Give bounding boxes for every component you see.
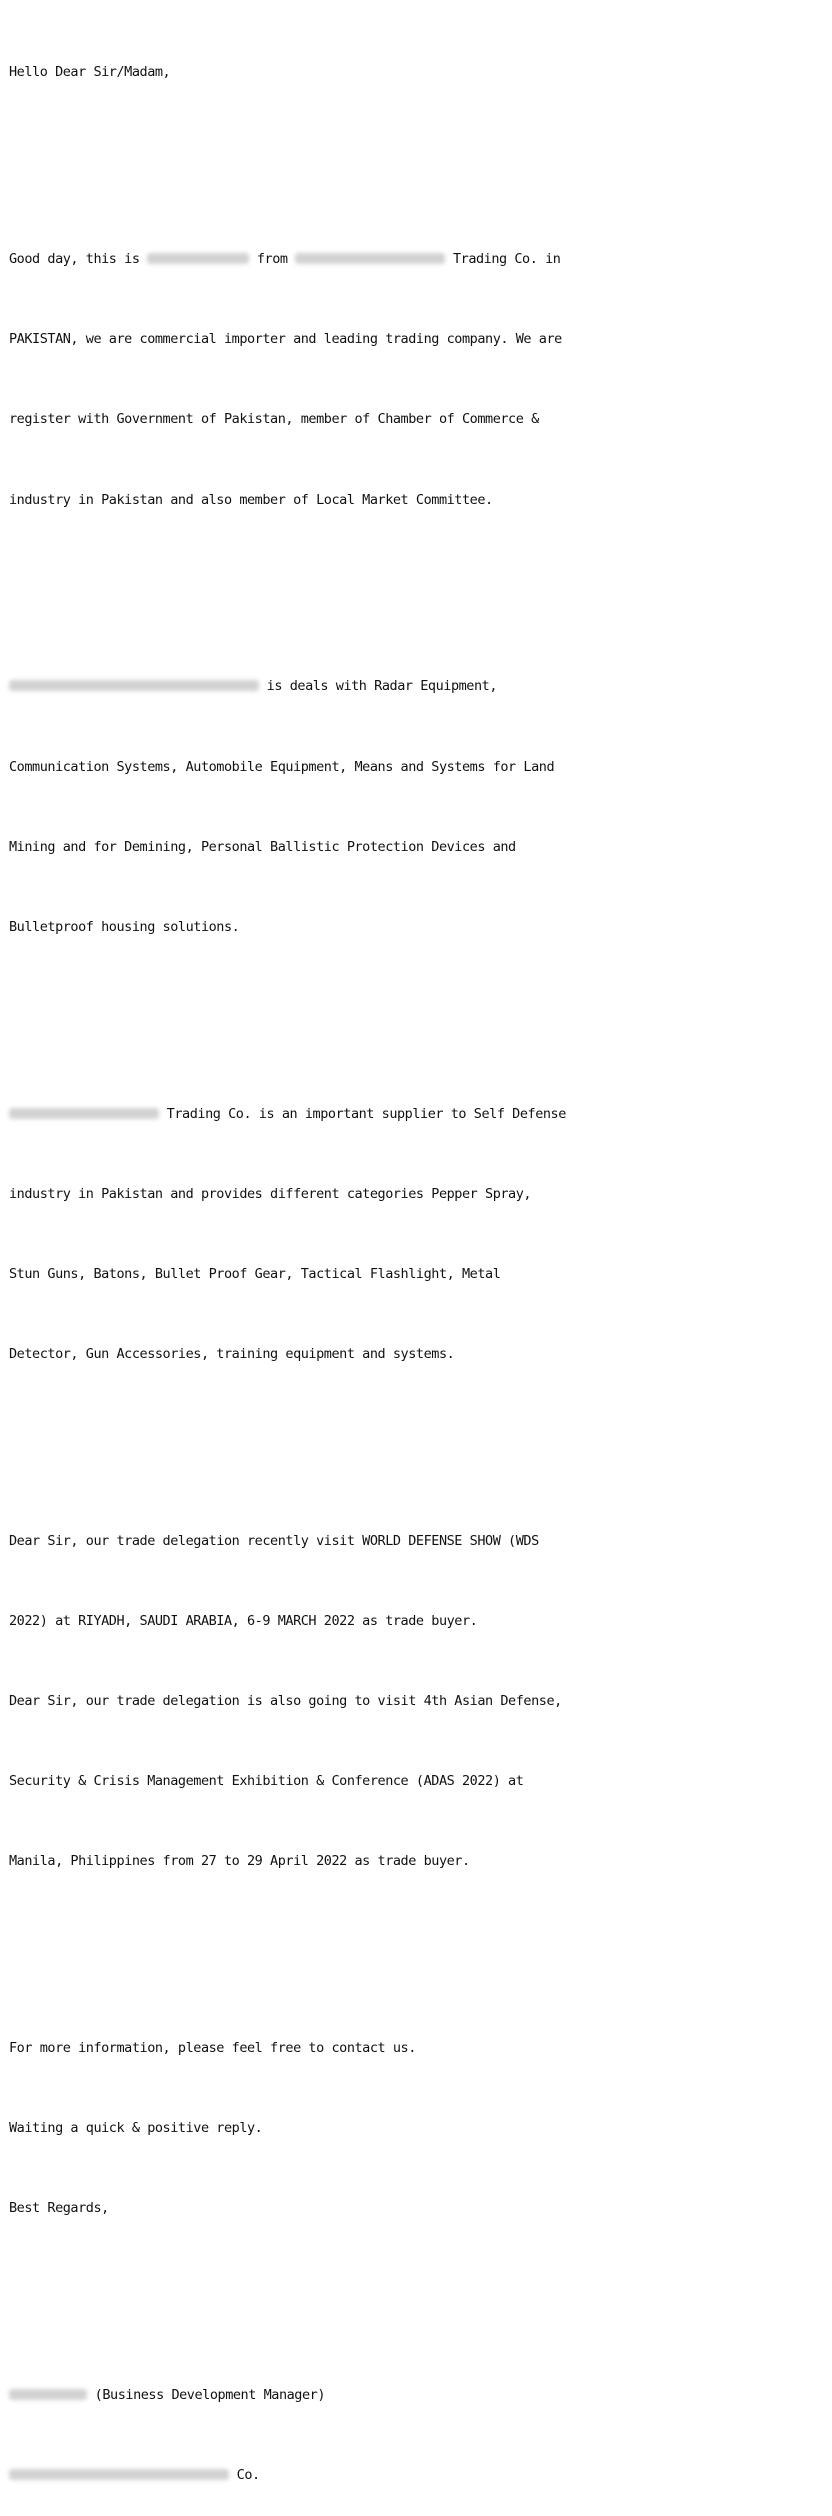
- closing-line-3: [9, 2195, 824, 2222]
- redacted-company-full-name: [9, 680, 259, 691]
- signature-line-1: [9, 2382, 824, 2409]
- para4-text-l5: Manila, Philippines from 27 to 29 April 2022 as trade buyer.: [9, 1853, 470, 1870]
- para2-line-3: [9, 834, 824, 861]
- para2-text-l1: is deals with Radar Equipment,: [259, 678, 498, 695]
- para4-text-l2: 2022) at RIYADH, SAUDI ARABIA, 6-9 MARCH 2022 as trade buyer.: [9, 1612, 478, 1629]
- para1-text-l3: register with Government of Pakistan, member of Chamber of Commerce &: [9, 411, 539, 428]
- para3-line-2: [9, 1181, 824, 1208]
- para1-line-1: [9, 246, 824, 273]
- signature-title: (Business Development Manager): [87, 2387, 326, 2404]
- para2-line-4: [9, 914, 824, 941]
- para4-line-3: [9, 1688, 824, 1715]
- para1-line-3: [9, 406, 824, 433]
- para3-text-l4: Detector, Gun Accessories, training equipment and systems.: [9, 1345, 455, 1362]
- para4-line-1: [9, 1528, 824, 1555]
- para1-text-a: Good day, this is: [9, 251, 148, 268]
- para4-text-l4: Security & Crisis Management Exhibition & Conference (ADAS 2022) at: [9, 1773, 524, 1790]
- closing-line-1: [9, 2035, 824, 2062]
- blank-line: [9, 994, 824, 1021]
- signature-company-tail: Co.: [229, 2467, 260, 2484]
- blank-line: [9, 2275, 824, 2302]
- para1-text-c: Trading Co. in: [445, 251, 561, 268]
- redacted-company-name: [9, 1108, 159, 1119]
- blank-line: [9, 567, 824, 594]
- redacted-company-name: [295, 253, 445, 264]
- para1-line-2: [9, 326, 824, 353]
- para2-line-2: [9, 754, 824, 781]
- para1-text-l4: industry in Pakistan and also member of Local Market Committee.: [9, 491, 493, 508]
- closing-line-2: [9, 2115, 824, 2142]
- para3-line-4: [9, 1341, 824, 1368]
- para4-text-l3: Dear Sir, our trade delegation is also going to visit 4th Asian Defense,: [9, 1693, 562, 1709]
- signature-line-2: [9, 2462, 824, 2489]
- para2-line-1: [9, 673, 824, 700]
- para3-line-1: [9, 1101, 824, 1128]
- email-body: [9, 6, 824, 2516]
- closing-text-l1: For more information, please feel free to contact us.: [9, 2040, 416, 2057]
- redacted-signer-name: [9, 2389, 87, 2400]
- para3-line-3: [9, 1261, 824, 1288]
- closing-text-l3: Best Regards,: [9, 2200, 109, 2217]
- para1-text-l2: PAKISTAN, we are commercial importer and leading trading company. We are: [9, 331, 562, 348]
- greeting-text: Hello Dear Sir/Madam,: [9, 64, 171, 81]
- redacted-company-name: [9, 2469, 229, 2480]
- closing-text-l2: Waiting a quick & positive reply.: [9, 2120, 263, 2137]
- para4-text-l1: Dear Sir, our trade delegation recently visit WORLD DEFENSE SHOW (WDS: [9, 1532, 539, 1549]
- greeting-line: [9, 59, 824, 86]
- para1-line-4: [9, 487, 824, 514]
- para3-text-l1: Trading Co. is an important supplier to Self Defense: [159, 1105, 566, 1122]
- para4-line-2: [9, 1608, 824, 1635]
- blank-line: [9, 1928, 824, 1955]
- para3-text-l2: industry in Pakistan and provides different categories Pepper Spray,: [9, 1185, 532, 1202]
- blank-line: [9, 140, 824, 167]
- para4-line-5: [9, 1848, 824, 1875]
- para2-text-l3: Mining and for Demining, Personal Ballistic Protection Devices and: [9, 838, 516, 855]
- para4-line-4: [9, 1768, 824, 1795]
- para2-text-l4: Bulletproof housing solutions.: [9, 918, 240, 935]
- blank-line: [9, 1421, 824, 1448]
- para1-text-b: from: [249, 251, 296, 268]
- redacted-sender-name: [147, 253, 249, 264]
- para2-text-l2: Communication Systems, Automobile Equipment, Means and Systems for Land: [9, 758, 555, 775]
- para3-text-l3: Stun Guns, Batons, Bullet Proof Gear, Tactical Flashlight, Metal: [9, 1265, 501, 1282]
